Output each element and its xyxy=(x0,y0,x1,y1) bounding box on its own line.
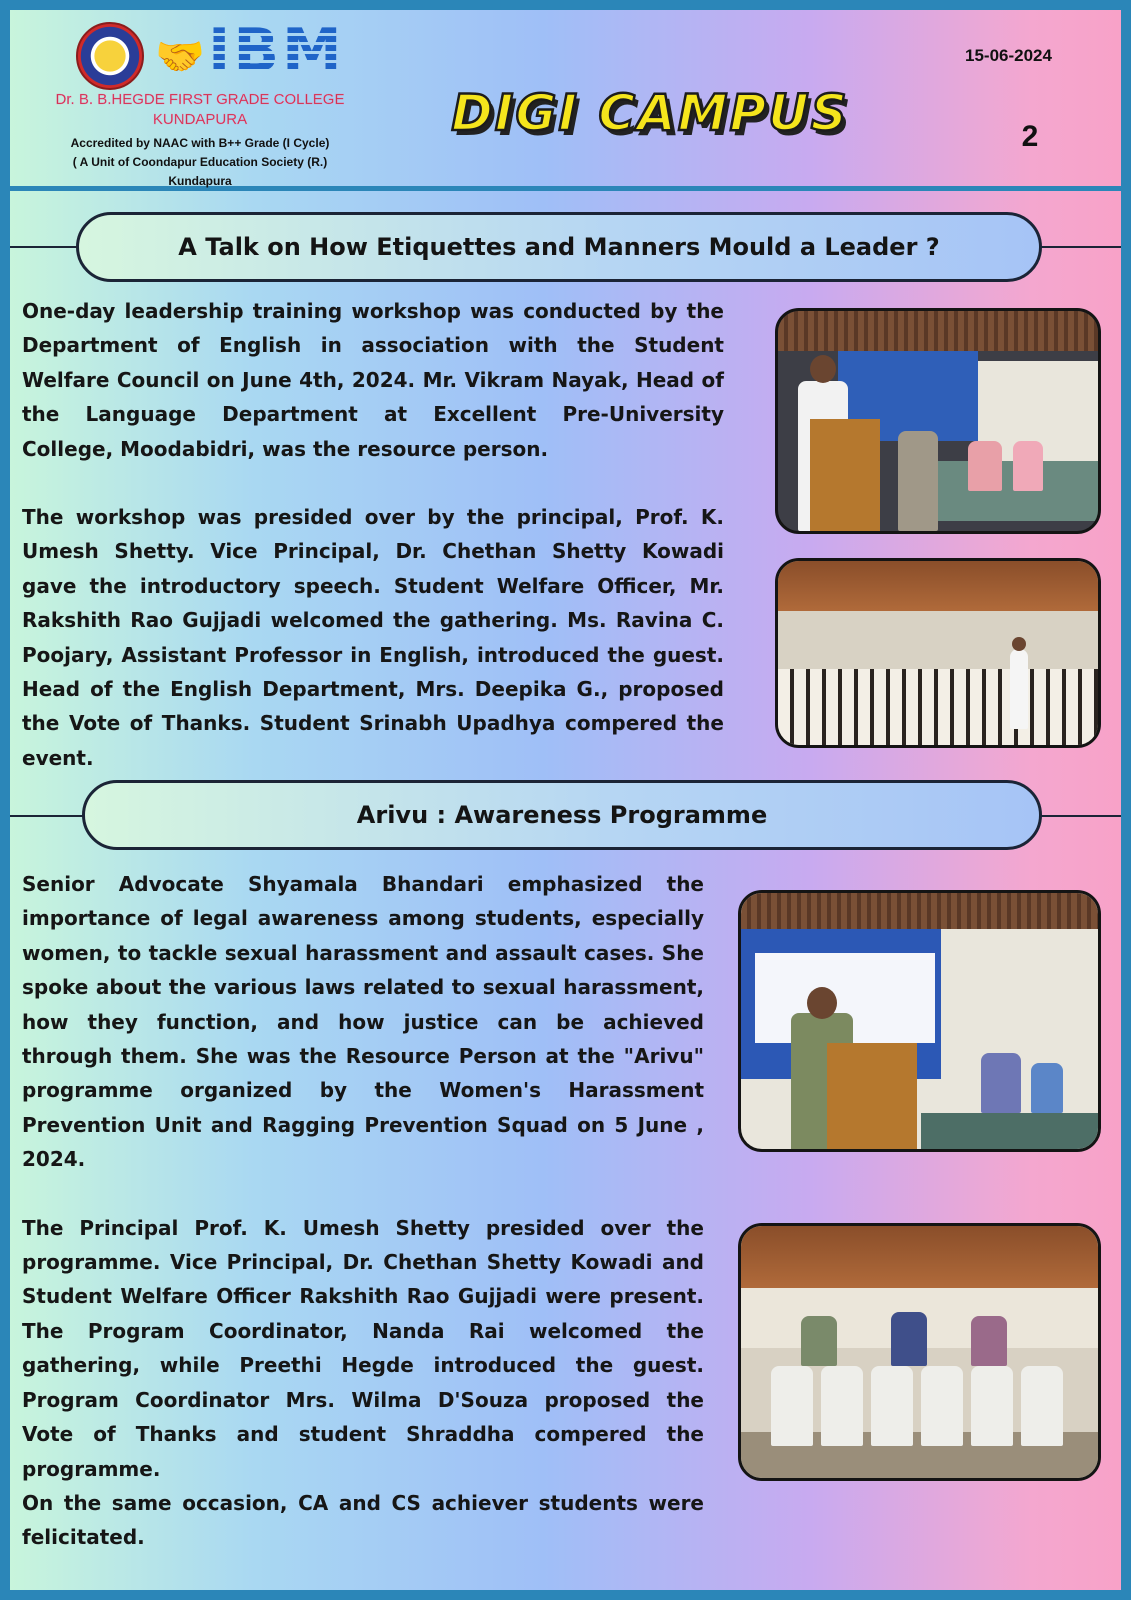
paragraph: The workshop was presided over by the principal, Prof. K. Umesh Shetty. Vice Principal, Dr. Chethan Shetty Kowadi gave the introductory speech. Student Welfare Officer, Mr. Rakshith Rao Gujjadi welcomed the gathering. Ms. Ravina C. Poojary, Assistant Professor in English, introduced the guest. Head of the English Department, Mrs. Deepika G., proposed the Vote of Thanks. Student Srinabh Upadhya compered the event. xyxy=(22,505,724,770)
photo-advocate-speaking xyxy=(738,890,1101,1152)
paragraph: One-day leadership training workshop was conducted by the Department of English in association with the Student Welfare Council on June 4th, 2024. Mr. Vikram Nayak, Head of the Language Department at Excellent Pre-University College, Moodabidri, was the resource person. xyxy=(22,299,724,461)
photo-felicitated-students xyxy=(738,1223,1101,1481)
title-rule-left xyxy=(10,815,84,817)
title-rule-right xyxy=(1040,246,1121,248)
ibm-logo: IBM xyxy=(208,18,348,84)
college-name-line2: KUNDAPURA xyxy=(152,111,248,128)
college-details xyxy=(30,134,370,191)
logo-row xyxy=(76,16,376,88)
article-arivu xyxy=(22,867,704,1555)
paragraph: Senior Advocate Shyamala Bhandari emphasized the importance of legal awareness among students, especially women, to tackle sexual harassment and assault cases. She spoke about the various laws related to sexual harassment, how they function, and how justice can be achieved through them. She was the Resource Person at the "Arivu" programme organized by the Women's Harassment Prevention Unit and Ragging Prevention Squad on 5 June , 2024. xyxy=(22,872,704,1172)
title-rule-right xyxy=(1040,815,1121,817)
unit-text: ( A Unit of Coondapur Education Society (R.) xyxy=(72,155,328,169)
college-name-line1: Dr. B. B.HEGDE FIRST GRADE COLLEGE xyxy=(55,91,345,108)
issue-date: 15-06-2024 xyxy=(965,46,1052,65)
newsletter-page xyxy=(10,10,1121,1590)
college-name xyxy=(30,90,370,130)
section-title-etiquette: A Talk on How Etiquettes and Manners Mould a Leader ? xyxy=(76,212,1042,282)
handshake-icon: 🤝 xyxy=(155,34,205,80)
photo-speaker-at-podium xyxy=(775,308,1101,534)
title-rule-left xyxy=(10,246,82,248)
article-etiquette xyxy=(22,294,724,775)
paragraph: The Principal Prof. K. Umesh Shetty presided over the programme. Vice Principal, Dr. Chethan Shetty Kowadi and Student Welfare Officer Rakshith Rao Gujjadi were present. The Program Coordinator, Nanda Rai welcomed the gathering, while Preethi Hegde introduced the guest. Program Coordinator Mrs. Wilma D'Souza proposed the Vote of Thanks and student Shraddha compered the programme. xyxy=(22,1215,704,1481)
town-text: Kundapura xyxy=(168,174,232,188)
photo-audience-hall xyxy=(775,558,1101,748)
paragraph: On the same occasion, CA and CS achiever students were felicitated. xyxy=(22,1490,704,1550)
college-seal-logo xyxy=(76,22,144,90)
section-title-arivu: Arivu : Awareness Programme xyxy=(82,780,1042,850)
page-number: 2 xyxy=(1021,120,1039,153)
header xyxy=(10,10,1121,191)
accreditation-text: Accredited by NAAC with B++ Grade (I Cycle) xyxy=(70,136,330,150)
masthead-title: DIGI CAMPUS xyxy=(451,84,849,142)
